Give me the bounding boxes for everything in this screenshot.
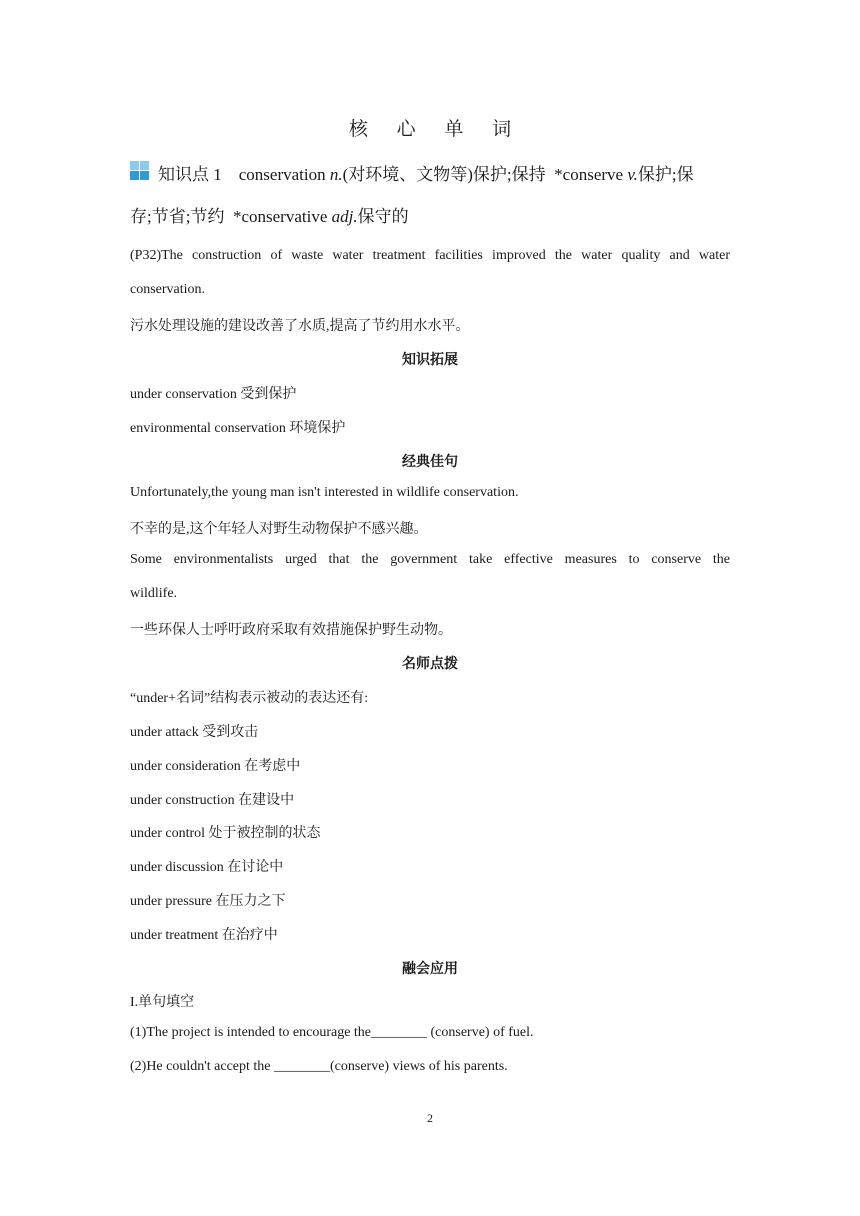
teacher-tips-intro: “under+名词”结构表示被动的表达还有: xyxy=(130,691,369,706)
exercise-heading: I.单句填空 xyxy=(130,995,195,1010)
teacher-tips-heading: 名师点拨 xyxy=(402,656,458,672)
related-word-2-pos: adj. xyxy=(331,207,358,226)
phrase-item: under treatment 在治疗中 xyxy=(130,928,278,943)
classic-english-2-line-1: Some environmentalists urged that the government take effective measures to conserve the xyxy=(130,552,730,567)
page-number: 2 xyxy=(427,1111,433,1125)
example-english-line-2: conservation. xyxy=(130,282,206,297)
knowledge-point-label: 知识点 1 xyxy=(158,165,222,184)
exercise-item-2: (2)He couldn't accept the ________(conserve) views of his parents. xyxy=(130,1059,508,1074)
phrase-item: under attack 受到攻击 xyxy=(130,725,259,740)
phrase-item: under control 处于被控制的状态 xyxy=(130,826,321,841)
related-word-1: *conserve xyxy=(554,165,624,184)
phrase-item: under pressure 在压力之下 xyxy=(130,894,286,909)
phrase-item: under consideration 在考虑中 xyxy=(130,759,301,774)
classic-english-2-line-2: wildlife. xyxy=(130,586,178,601)
expansion-item: under conservation 受到保护 xyxy=(130,387,297,402)
classic-chinese-2: 一些环保人士呼吁政府采取有效措施保护野生动物。 xyxy=(130,623,452,638)
knowledge-point-line-2 xyxy=(130,200,730,234)
example-chinese: 污水处理设施的建设改善了水质,提高了节约用水水平。 xyxy=(130,319,470,334)
headword: conservation xyxy=(238,165,326,184)
exercise-item-1: (1)The project is intended to encourage the________ (conserve) of fuel. xyxy=(130,1025,534,1040)
classic-english-1: Unfortunately,the young man isn't interested in wildlife conservation. xyxy=(130,485,519,500)
classic-chinese-1: 不幸的是,这个年轻人对野生动物保护不感兴趣。 xyxy=(130,522,428,537)
expansion-heading: 知识拓展 xyxy=(402,352,458,368)
classic-sentences-heading: 经典佳句 xyxy=(402,454,458,470)
related-word-1-definition-b: 存;节省;节约 xyxy=(130,207,225,226)
example-english-line-1: (P32)The construction of waste water treatment facilities improved the water quality and water xyxy=(130,248,730,263)
phrase-item: under discussion 在讨论中 xyxy=(130,860,284,875)
related-word-2: *conservative xyxy=(232,207,328,226)
knowledge-point-line-1 xyxy=(130,158,730,192)
related-word-1-definition-a: 保护;保 xyxy=(637,165,694,184)
application-heading: 融会应用 xyxy=(402,961,458,977)
phrase-item: under construction 在建设中 xyxy=(130,793,295,808)
page-title: 核 心 单 词 xyxy=(348,119,524,140)
related-word-2-definition: 保守的 xyxy=(357,207,409,226)
knowledge-point-1 xyxy=(130,158,730,234)
headword-definition: (对环境、文物等)保护;保持 xyxy=(342,165,546,184)
headword-pos: n. xyxy=(329,165,343,184)
expansion-item: environmental conservation 环境保护 xyxy=(130,421,346,436)
related-word-1-pos: v. xyxy=(627,165,638,184)
section-square-icon xyxy=(130,161,150,181)
